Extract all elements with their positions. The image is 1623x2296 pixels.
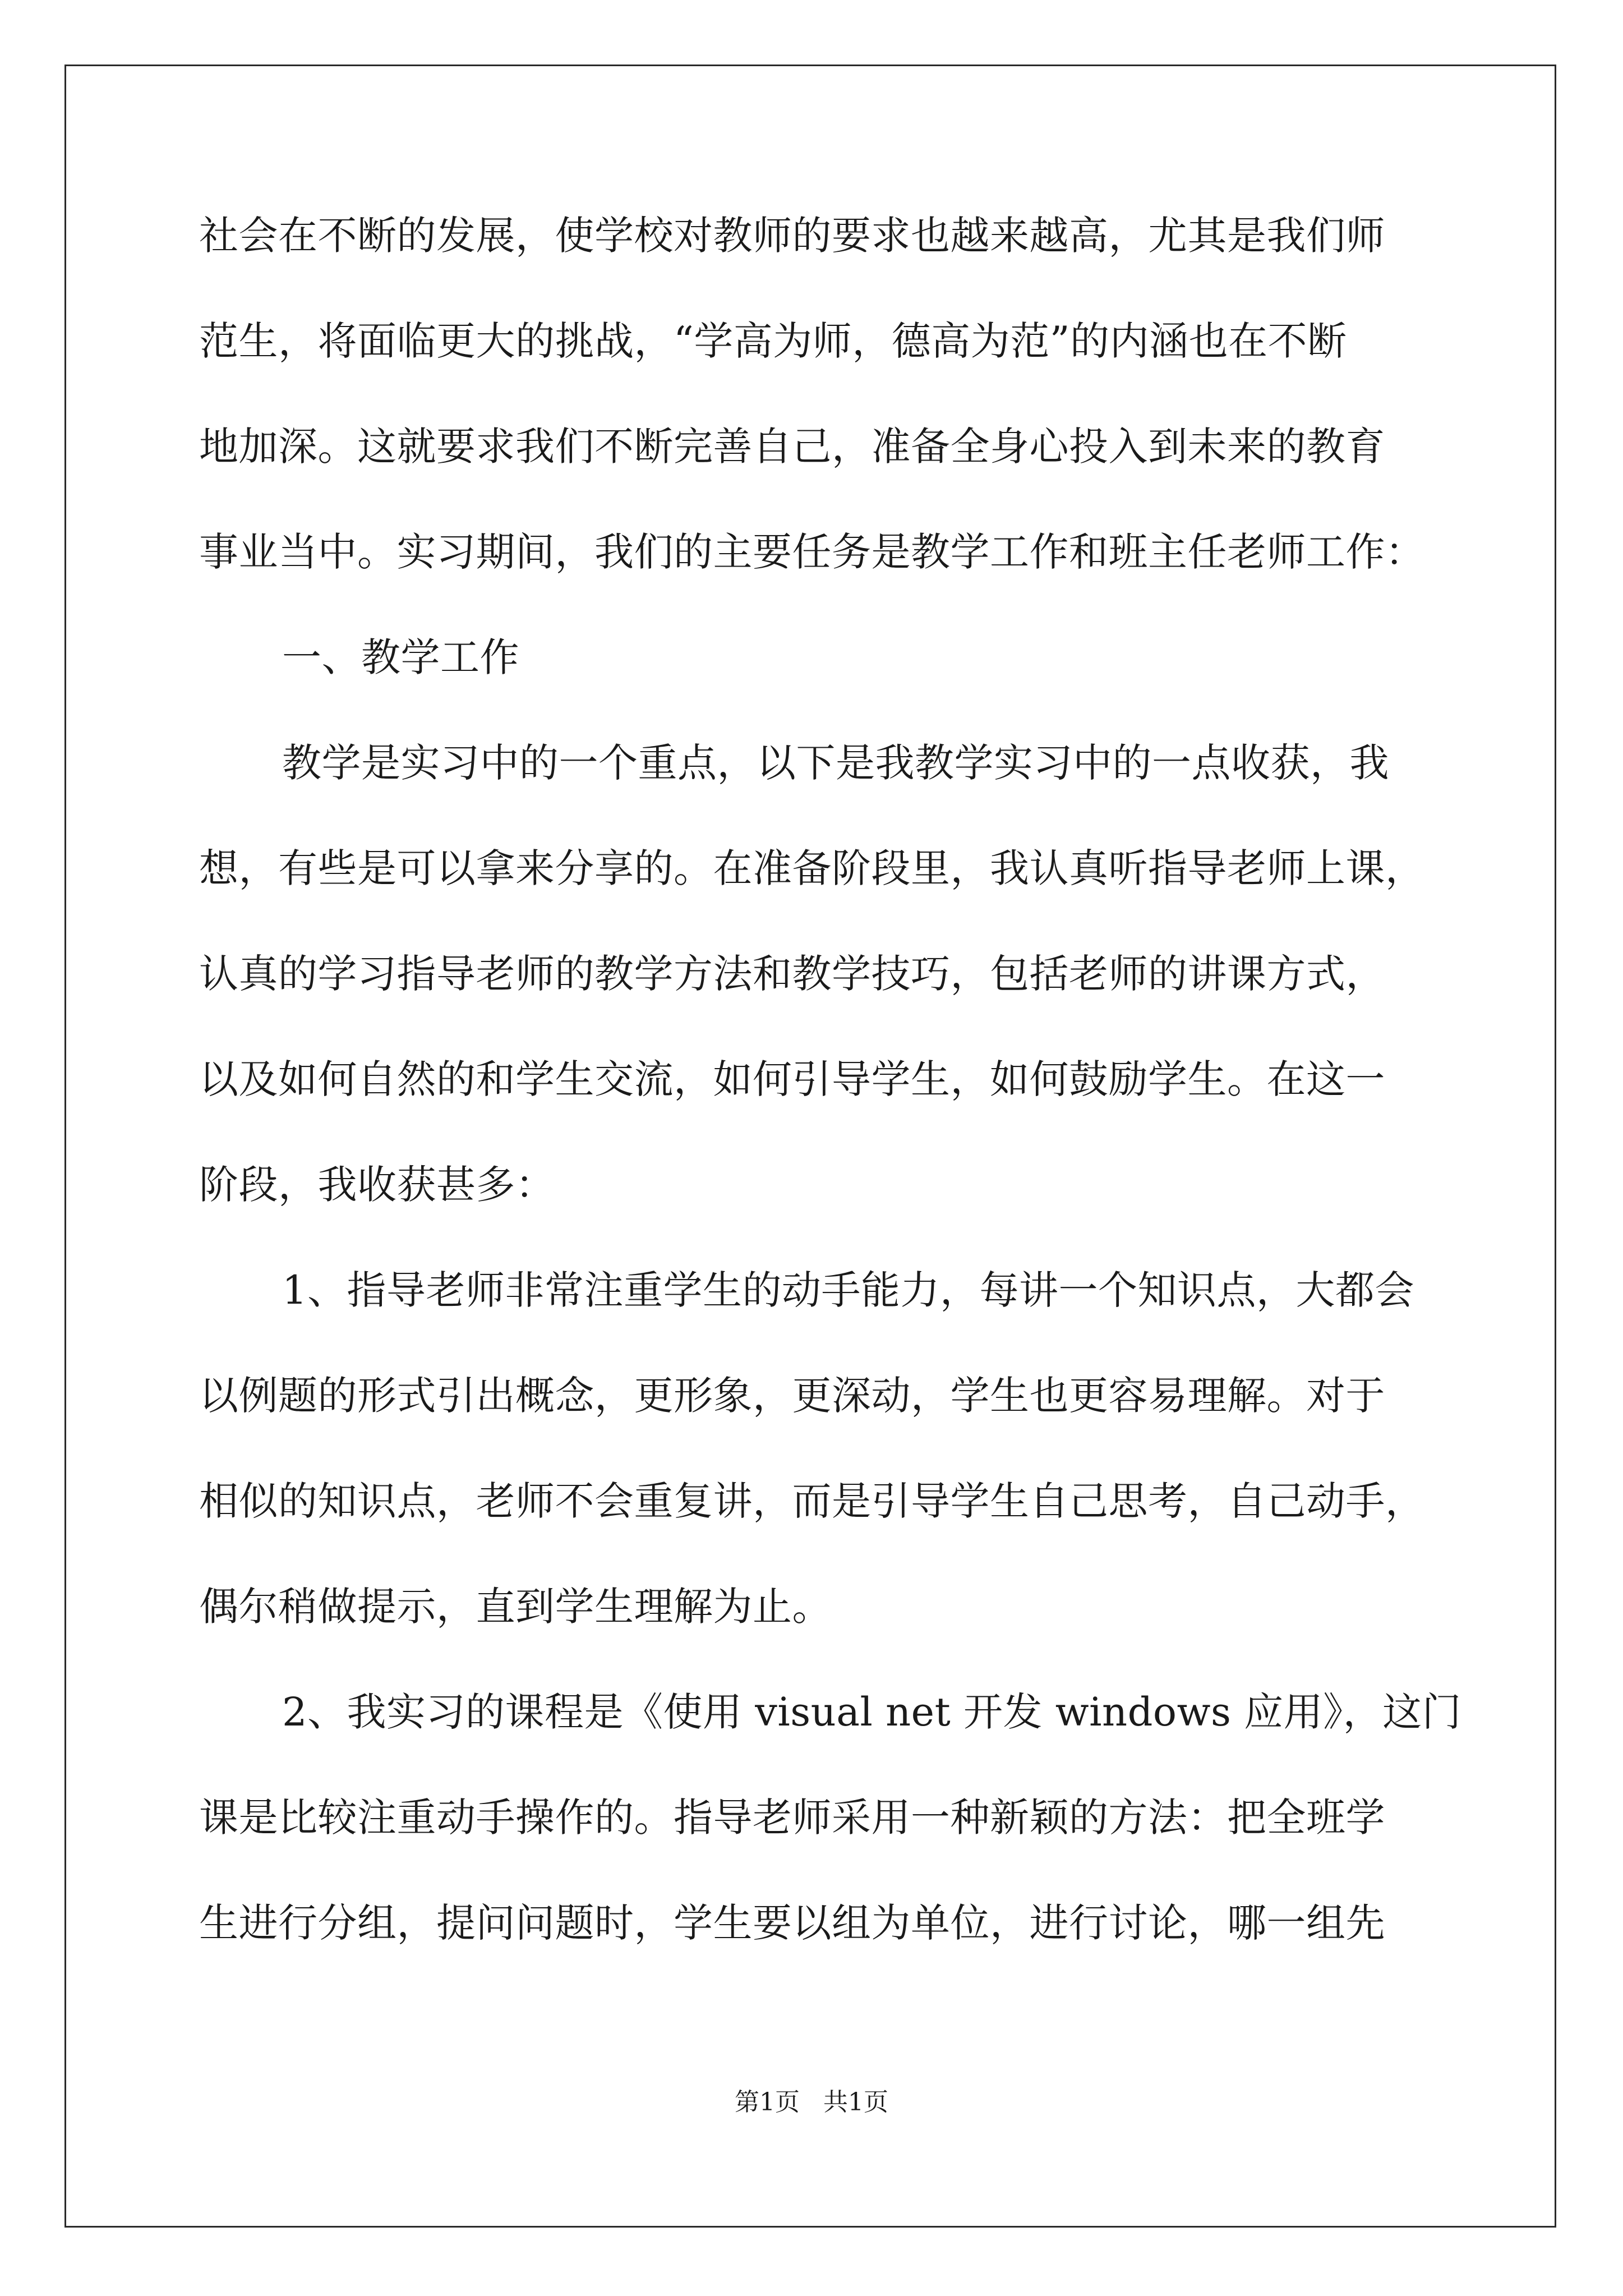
text-line: 生进行分组，提问问题时，学生要以组为单位，进行讨论，哪一组先: [199, 1900, 1385, 1946]
text-line: 2、我实习的课程是《使用 visual net 开发 windows 应用》，这门: [282, 1689, 1462, 1735]
text-line: 阶段，我收获甚多：: [199, 1162, 555, 1208]
text-line: 教学是实习中的一个重点，以下是我教学实习中的一点收获，我: [282, 740, 1389, 786]
document-body: [199, 208, 1462, 2000]
text-line: 想，有些是可以拿来分享的。在准备阶段里，我认真听指导老师上课，: [199, 845, 1425, 891]
text-line: 相似的知识点，老师不会重复讲，而是引导学生自己思考，自己动手，: [199, 1478, 1425, 1524]
text-line: 以及如何自然的和学生交流，如何引导学生，如何鼓励学生。在这一: [199, 1056, 1385, 1102]
text-line: 地加深。这就要求我们不断完善自己，准备全身心投入到未来的教育: [199, 424, 1385, 470]
text-line: 以例题的形式引出概念，更形象，更深动，学生也更容易理解。对于: [199, 1373, 1385, 1419]
text-line: 偶尔稍做提示，直到学生理解为止。: [199, 1584, 832, 1630]
text-line: 范生，将面临更大的挑战，“学高为师，德高为范”的内涵也在不断: [199, 318, 1347, 364]
page-footer: 第1页 共1页: [735, 2088, 888, 2116]
text-line: 1、指导老师非常注重学生的动手能力，每讲一个知识点，大都会: [282, 1267, 1415, 1313]
section-heading: 一、教学工作: [282, 634, 519, 680]
text-line: 课是比较注重动手操作的。指导老师采用一种新颖的方法：把全班学: [199, 1795, 1385, 1841]
text-line: 社会在不断的发展，使学校对教师的要求也越来越高，尤其是我们师: [199, 213, 1385, 259]
text-line: 事业当中。实习期间，我们的主要任务是教学工作和班主任老师工作：: [199, 529, 1425, 575]
text-line: 认真的学习指导老师的教学方法和教学技巧，包括老师的讲课方式，: [199, 951, 1385, 997]
